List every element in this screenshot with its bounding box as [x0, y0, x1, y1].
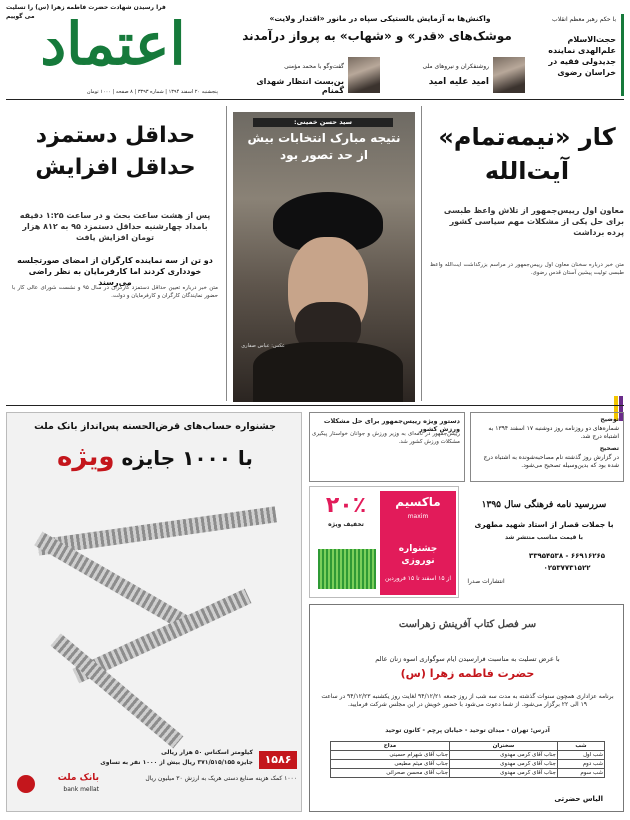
left-story-lead1 [12, 210, 218, 243]
condolence-intro: با عرض تسلیت به مناسبت فرارسیدن ایام سوگواری اسوه زنان عالم [375, 655, 560, 663]
masthead-logo: اعتماد [40, 10, 186, 78]
center-story-kicker: سید حسن خمینی: [253, 118, 393, 127]
table-row [331, 760, 605, 769]
teaser-2-photo [348, 57, 380, 93]
center-photo-caption: عکس: عباس صفاری [241, 343, 285, 349]
col-divider-1 [226, 106, 227, 401]
condolence-address: آدرس: تهران - میدان توحید - خیابان پرچم - کانون توحید [385, 727, 550, 734]
top-right-title: حجت‌الاسلام علم‌الهدی نماینده جدیدولی فقیه در خراسان رضوی [548, 35, 616, 77]
table-header: سخنران [449, 742, 557, 751]
left-story-lead1-text: پس از هشت ساعت بحث و در ساعت ۱:۲۵ دقیقه بامداد چهارشنبه حداقل دستمزد ۹۵ به ۸۱۲ هزار تومان افزایش یافت [19, 211, 211, 242]
table-cell: جناب آقای کرمی مهدوی [449, 760, 557, 769]
maxim-discount: تخفیف ویژه [328, 521, 364, 528]
right-story-lead-text: معاون اول رییس‌جمهور از تلاش واعظ طبسی برای حل یکی از مشکلات مهم سیاسی کشور پرده برداشت [443, 206, 624, 237]
calendar-ad [464, 486, 624, 598]
condolence-header: سر فصل کتاب آفرینش زهراست [398, 619, 537, 630]
calendar-subtitle: با جملات قصار از استاد شهید مطهری [474, 520, 614, 529]
correction-2-label: تصحیح [599, 445, 619, 452]
measuring-tape-2 [34, 532, 189, 631]
condolence-name: حضرت فاطمه زهرا (س) [400, 667, 535, 680]
date-line: پنجشنبه ۲۰ اسفند ۱۳۹۴ | شماره ۳۳۹۳ | ۸ صفحه | ۱۰۰۰ تومان [86, 89, 218, 95]
bank-ad-headline: جشنواره حساب‌های قرض‌الحسنه پس‌انداز بانک ملت [34, 421, 276, 432]
left-story-lead2: دو تن از سه نماینده کارگران از امضای صورتجلسه خودداری کردند اما کارفرمایان به نظر راضی می‌رسند [17, 256, 213, 287]
correction-1-text: شماره‌های دو روزنامه روز دوشنبه ۱۷ اسفند ۱۳۹۴ به اشتباه درج شد. [488, 425, 619, 440]
calendar-phone1: ۶۶۹۱۶۲۶۵ - ۳۳۹۵۴۵۳۸ [528, 552, 606, 560]
table-row [331, 751, 605, 760]
teaser-2-kicker: گفت‌وگو با محمد مؤمنی [284, 63, 344, 70]
maxim-grass [318, 549, 376, 589]
bank-ad-subline-prefix: با ۱۰۰۰ جایزه [121, 446, 253, 470]
condolence-signature: الیاس حضرتی [554, 795, 603, 803]
left-story-body: متن خبر درباره تعیین حداقل دستمزد کارگران در سال ۹۵ و نشست شورای عالی کار با حضور نمایندگان کارگران و کارفرمایان و دولت. [12, 285, 218, 299]
center-story-quote: نتیجه مبارک انتخابات بیش از حد تصور بود [247, 131, 401, 162]
teaser-1-title: امید علیه امید [428, 77, 489, 87]
col-divider-2 [421, 106, 422, 401]
table-row [331, 769, 605, 778]
top-bar-text: فرا رسیدن شهادت حضرت فاطمه زهرا (س) را تسلیت می گوییم [6, 4, 166, 20]
corrections-box [470, 412, 624, 482]
bank-ad-code: ۱۵۸۶ [259, 751, 297, 769]
teaser-1 [385, 55, 525, 95]
bank-ad [6, 412, 302, 812]
top-headline-title: موشک‌های «قدر» و «شهاب» به پرواز درآمدند [242, 29, 512, 43]
teaser-2-title: بن‌بست انتظار شهدای گمنام [256, 77, 344, 95]
right-story-body: متن خبر درباره سخنان معاون اول رییس‌جمهور در مراسم بزرگداشت آیت‌الله واعظ طبسی تولیت پیشین آستان قدس رضوی. [430, 262, 624, 276]
table-cell: جناب آقای محسن صحرائی [331, 769, 450, 778]
maxim-brand-panel [380, 491, 456, 595]
calendar-phone2: ۰۲۵۳۷۷۳۱۵۲۲ [543, 564, 591, 572]
table-header-row [331, 742, 605, 751]
table-cell: شب سوم [557, 769, 604, 778]
condolence-table [330, 741, 605, 778]
robe-shape [253, 342, 403, 402]
maxim-brand-fa: ماکسیم [395, 495, 441, 509]
maxim-percent: ۲۰٪ [325, 493, 367, 518]
table-header: مداح [331, 742, 450, 751]
table-cell: جناب آقای کرمی مهدوی [449, 751, 557, 760]
table-cell: شب دوم [557, 760, 604, 769]
right-story-title: کار «نیمه‌تمام» آیت‌الله [438, 123, 616, 185]
right-story-lead [430, 205, 624, 238]
table-header: شب [557, 742, 604, 751]
calendar-price: با قیمت مناسب منتشر شد [504, 534, 584, 541]
table-cell: جناب آقای میثم مطیعی [331, 760, 450, 769]
bank-ad-prize3: ۱۰۰۰ کمک هزینه صنایع دستی هریک به ارزش ۳۰ میلیون ریال [145, 775, 297, 782]
bank-name: بانک ملت [57, 773, 99, 783]
teaser-1-photo [493, 57, 525, 93]
left-story-title: حداقل دستمزد حداقل افزایش [35, 123, 196, 180]
maxim-slogan: جشنواره نوروزی [398, 544, 438, 566]
maxim-brand-en: maxim [407, 513, 429, 520]
bank-logo-icon [17, 775, 35, 793]
maxim-dates: از ۱۵ اسفند تا ۱۵ فروردین [384, 575, 452, 582]
bank-name-en: bank mellat [63, 786, 99, 793]
masthead-divider [6, 99, 624, 100]
correction-1-label: توضیح [600, 416, 619, 423]
top-right-box [532, 14, 624, 96]
measuring-tape-1 [37, 506, 277, 555]
fold-divider [6, 405, 624, 406]
center-photo [233, 112, 415, 402]
teaser-1-kicker: روشنفکران و نیروهای ملی [422, 63, 489, 70]
table-cell: جناب آقای شهرام حسینی [331, 751, 450, 760]
teaser-2 [232, 55, 380, 95]
calendar-publisher: انتشارات صدرا [467, 578, 505, 585]
correction-2-text: در گزارش روز گذشته نام مصاحبه‌شونده به اشتباه درج شده بود که بدین‌وسیله تصحیح می‌شود. [483, 454, 619, 469]
condolence-body: برنامه عزاداری همچون سنوات گذشته به مدت سه شب از روز جمعه ۹۴/۱۲/۲۱ لغایت روز یکشنبه ۹۴/۱۲/۲۳ در ساعت ۱۹ الی ۲۲ برگزار می‌شود. از شما دعوت می‌شود با حضور خویش در این مجلس شرکت فرمایید. [321, 693, 614, 708]
condolence-ad [309, 604, 624, 812]
bank-ad-prize2: جایزه ۳۷۱/۵۱۵/۱۵۵ ریال بیش از ۱۰۰۰ نفر به تساوی [100, 759, 253, 766]
calendar-title: سررسید نامه فرهنگی سال ۱۳۹۵ [481, 500, 607, 510]
bank-ad-subline-highlight: ویژه [57, 442, 115, 472]
bank-ad-subline [13, 441, 297, 474]
table-cell: جناب آقای کرمی مهدوی [449, 769, 557, 778]
maxim-ad [309, 486, 459, 598]
top-headline-kicker: واکنش‌ها به آزمایش بالستیکی سپاه در مانور «اقتدار ولایت» [269, 14, 491, 23]
bank-ad-prize1: کیلومتر اسکناس ۵۰ هزار ریالی [161, 749, 253, 756]
top-right-kicker: با حکم رهبر معظم انقلاب [552, 16, 616, 23]
notice-box [309, 412, 465, 482]
table-cell: شب اول [557, 751, 604, 760]
notice-title: دستور ویژه رییس‌جمهور برای حل مشکلات ورزش کشور [323, 417, 460, 433]
notice-text: رییس‌جمهور در نامه‌ای به وزیر ورزش و جوانان خواستار پیگیری مشکلات ورزش کشور شد. [312, 431, 460, 445]
